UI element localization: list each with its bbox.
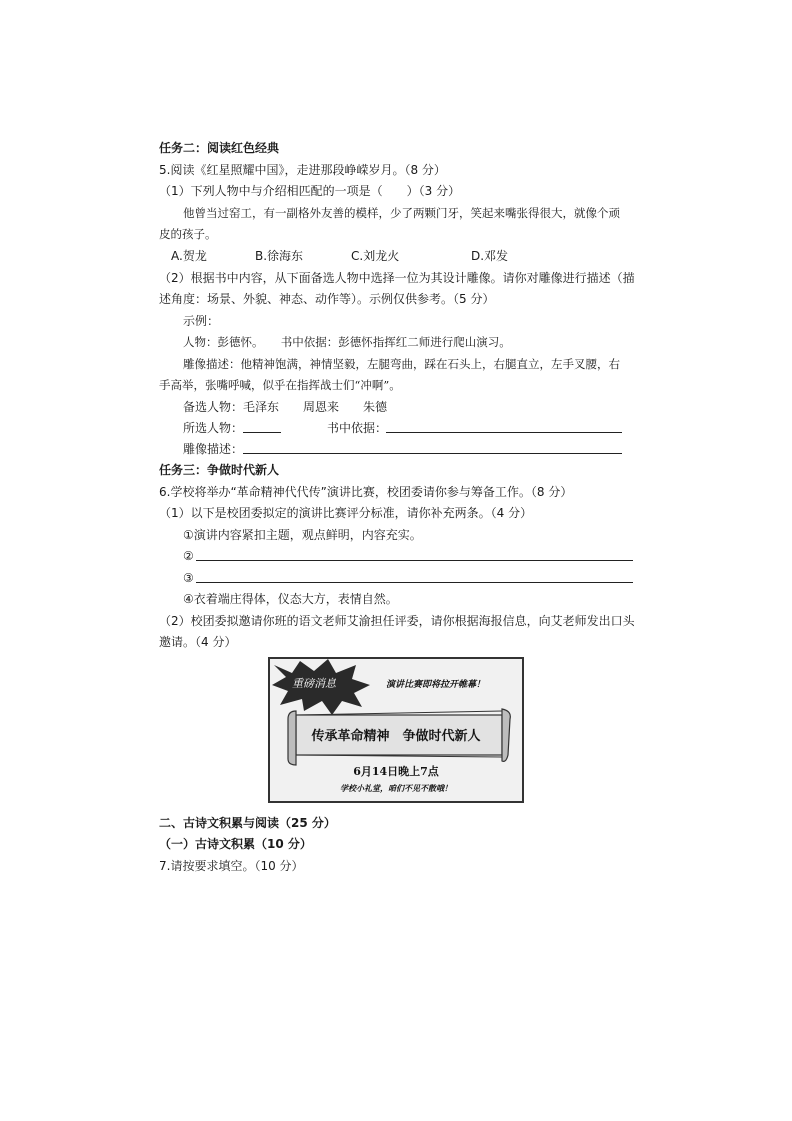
q6-2-stem-line1: （2）校团委拟邀请你班的语文老师艾渝担任评委，请你根据海报信息，向艾老师发出口头 bbox=[159, 614, 635, 628]
book-basis-blank[interactable] bbox=[386, 432, 622, 433]
statue-desc-blank[interactable] bbox=[243, 453, 622, 454]
example-desc-line1: 雕像描述：他精神饱满，神情坚毅，左腿弯曲，踩在石头上，右腿直立，左手叉腰，右 bbox=[183, 357, 620, 371]
criterion-3-blank[interactable] bbox=[196, 582, 633, 583]
q5-2-stem-line2: 述角度：场景、外貌、神态、动作等）。示例仅供参考。（5 分） bbox=[159, 292, 495, 306]
criterion-2-label: ② bbox=[183, 549, 194, 563]
section2-heading: 二、古诗文积累与阅读（25 分） bbox=[159, 816, 336, 830]
example-desc-line2: 手高举，张嘴呼喊，似乎在指挥战士们“冲啊”。 bbox=[159, 378, 401, 392]
example-label: 示例： bbox=[183, 314, 220, 328]
poster-date-text: 6月14日晚上7点 bbox=[353, 765, 439, 778]
option-c: C.刘龙火 bbox=[351, 249, 400, 263]
criterion-1: ①演讲内容紧扣主题，观点鲜明，内容充实。 bbox=[183, 528, 422, 542]
q6-stem: 6.学校将举办“革命精神代代传”演讲比赛，校团委请你参与筹备工作。（8 分） bbox=[159, 485, 573, 499]
example-person: 人物：彭德怀。 书中依据：彭德怀指挥红二师进行爬山演习。 bbox=[183, 335, 511, 349]
q7-stem: 7.请按要求填空。（10 分） bbox=[159, 859, 304, 873]
q5-stem: 5.阅读《红星照耀中国》，走进那段峥嵘岁月。（8 分） bbox=[159, 163, 446, 177]
q6-2-stem-line2: 邀请。（4 分） bbox=[159, 635, 237, 649]
q5-2-stem-line1: （2）根据书中内容，从下面备选人物中选择一位为其设计雕像。请你对雕像进行描述（描 bbox=[159, 271, 635, 285]
speech-contest-poster bbox=[268, 657, 524, 803]
option-a: A.贺龙 bbox=[171, 249, 207, 263]
statue-desc-label: 雕像描述： bbox=[183, 442, 244, 456]
q5-1-passage-line1: 他曾当过窑工，有一副格外友善的模样，少了两颗门牙，笑起来嘴张得很大，就像个顽 bbox=[183, 206, 620, 220]
poster-venue-text: 学校小礼堂，咱们不见不散哦！ bbox=[340, 783, 452, 793]
chosen-person-label: 所选人物： bbox=[183, 421, 244, 435]
option-b: B.徐海东 bbox=[255, 249, 304, 263]
candidate-persons: 备选人物：毛泽东 周恩来 朱德 bbox=[183, 400, 388, 414]
book-basis-label: 书中依据： bbox=[327, 421, 388, 435]
option-d: D.邓发 bbox=[471, 249, 509, 263]
task2-heading: 任务二：阅读红色经典 bbox=[159, 141, 280, 155]
criterion-4: ④衣着端庄得体，仪态大方，表情自然。 bbox=[183, 592, 398, 606]
task3-heading: 任务三：争做时代新人 bbox=[159, 463, 280, 477]
poster-burst-text: 重磅消息 bbox=[292, 677, 336, 690]
chosen-person-blank[interactable] bbox=[243, 432, 281, 433]
poster-banner-text: 传承革命精神 争做时代新人 bbox=[311, 729, 481, 744]
criterion-3-label: ③ bbox=[183, 571, 194, 585]
section2-sub-heading: （一）古诗文积累（10 分） bbox=[159, 837, 312, 851]
q5-1-passage-line2: 皮的孩子。 bbox=[159, 227, 217, 241]
poster-top-text: 演讲比赛即将拉开帷幕！ bbox=[386, 680, 486, 690]
criterion-2-blank[interactable] bbox=[196, 560, 633, 561]
q5-1-stem: （1）下列人物中与介绍相匹配的一项是（ ）（3 分） bbox=[159, 184, 461, 198]
q6-1-stem: （1）以下是校团委拟定的演讲比赛评分标准，请你补充两条。（4 分） bbox=[159, 506, 533, 520]
